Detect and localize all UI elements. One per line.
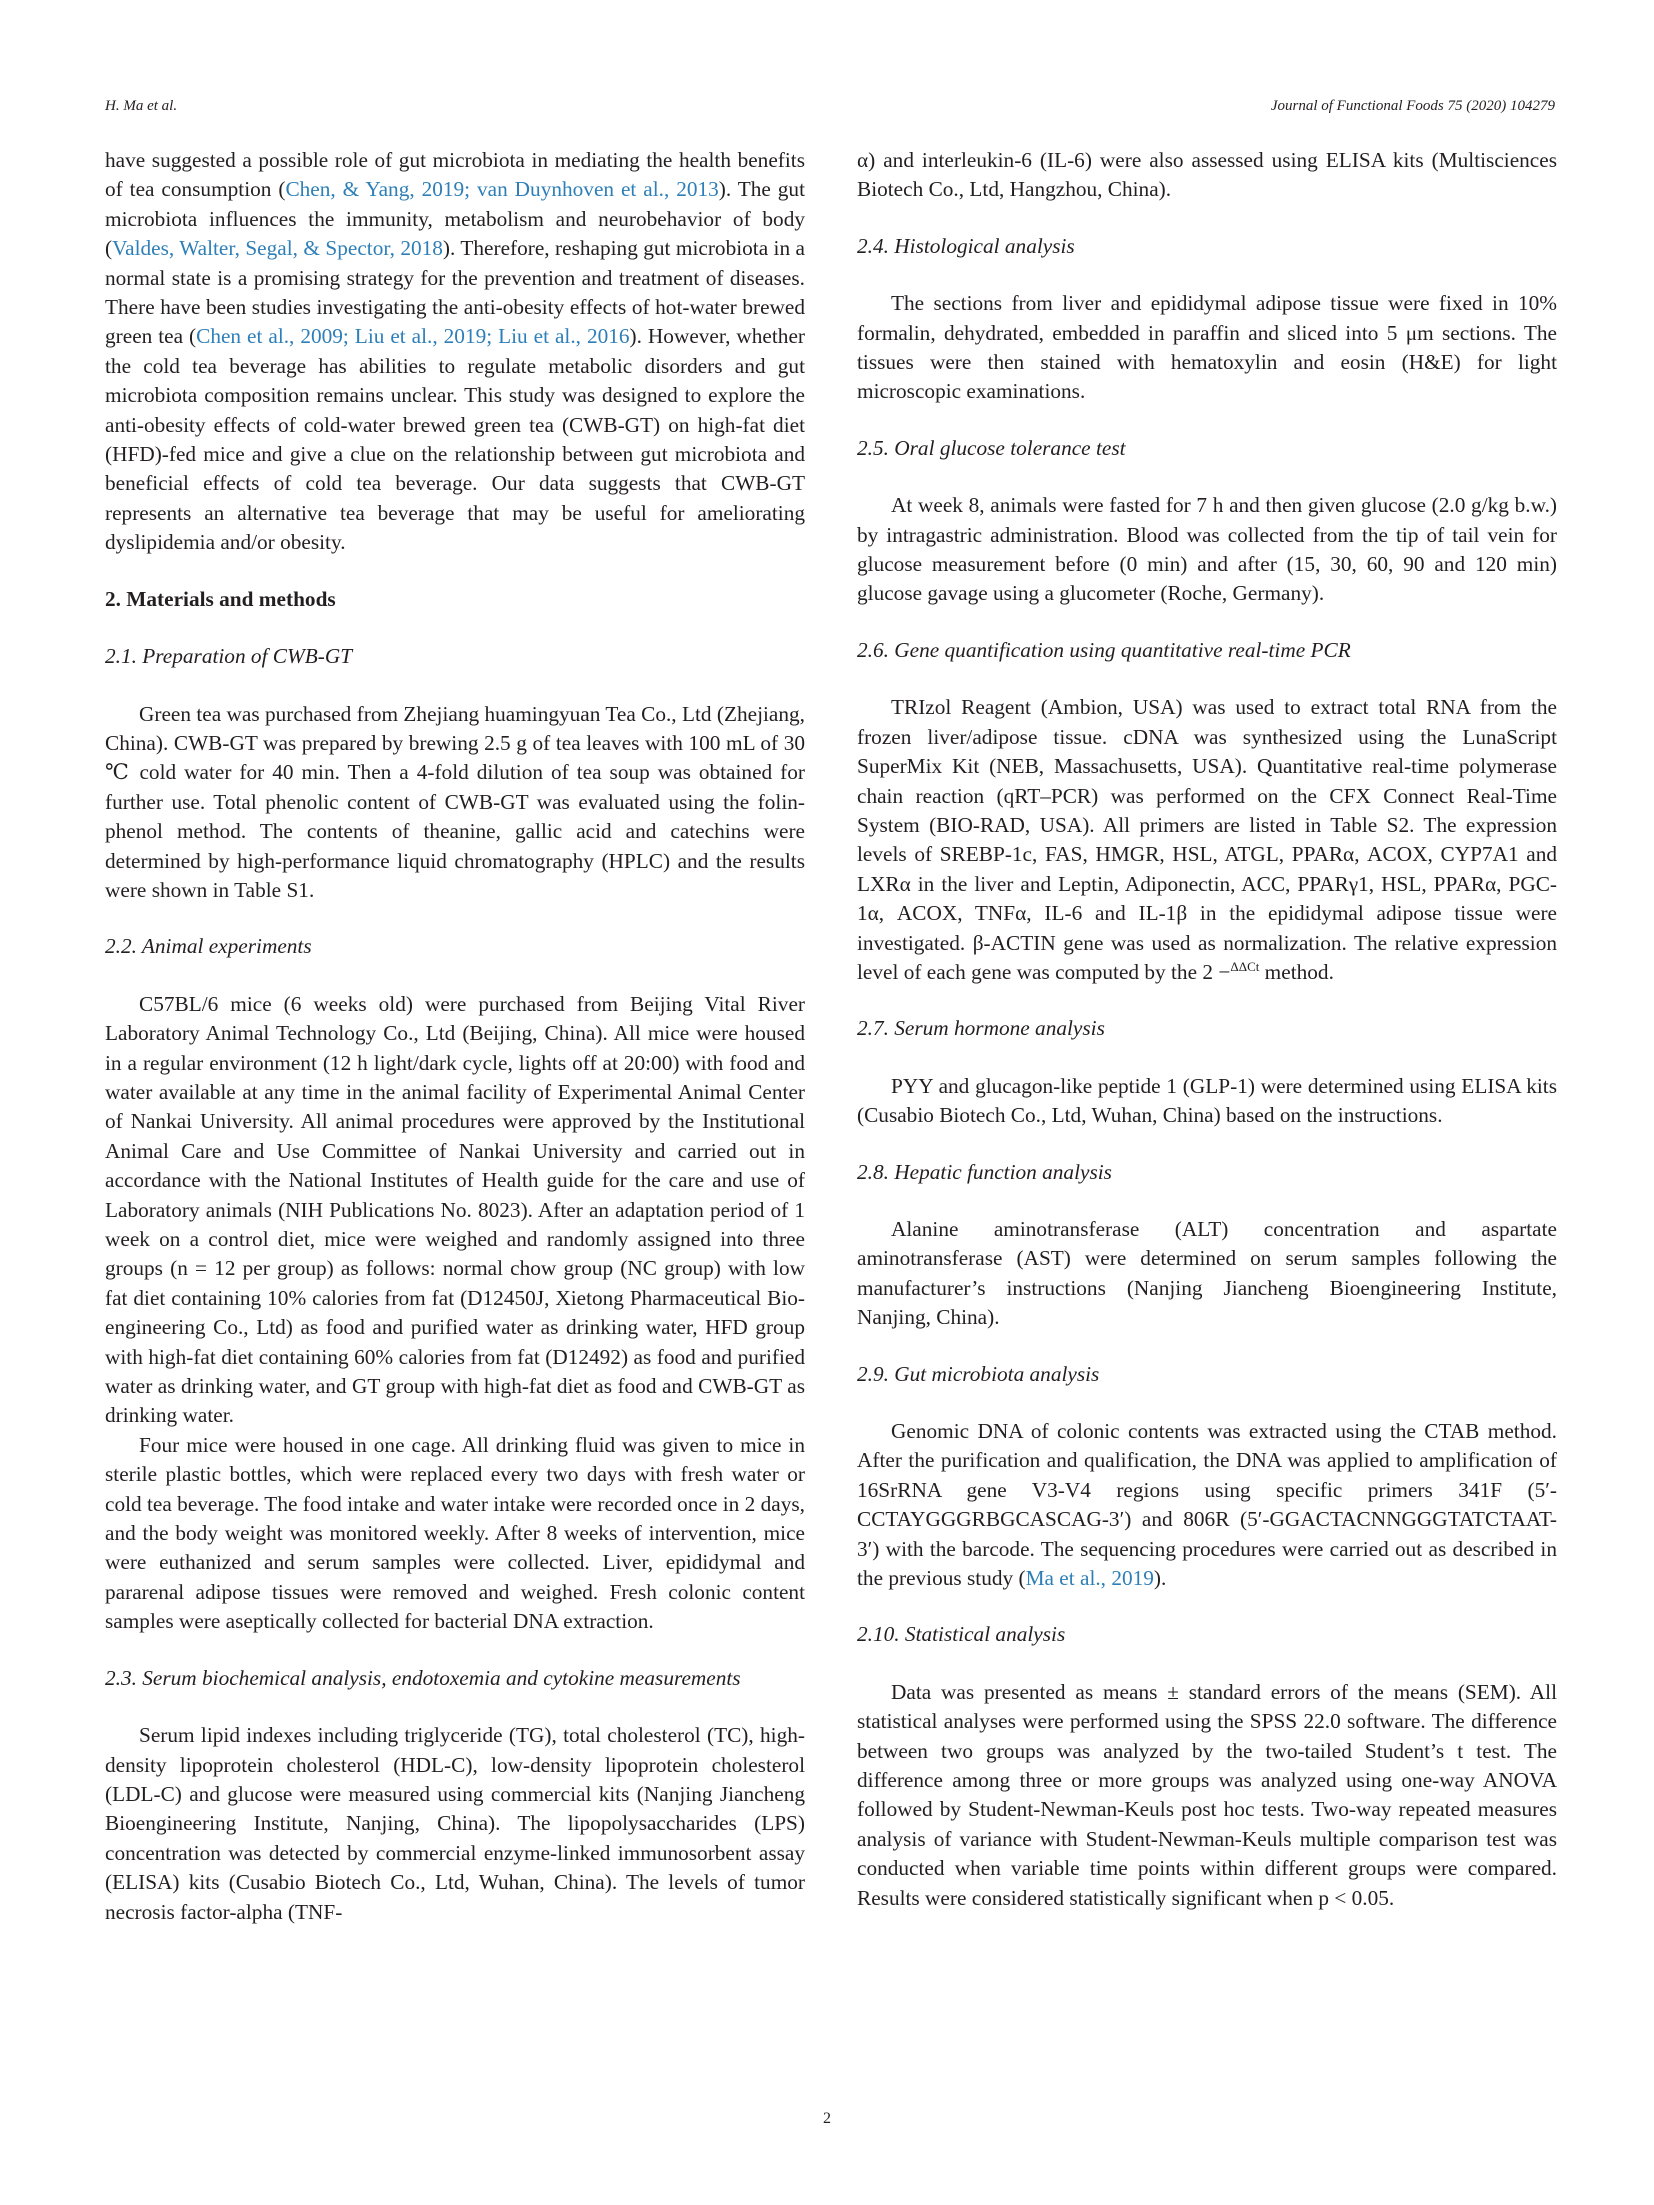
intro-paragraph: have suggested a possible role of gut microbiota in mediating the health benefits of tea consumption (Chen, & Yang, 2019; van Duynhoven et al., 2013). The gut microbiota influences the immunity, metabolism and neurobehavior of body (Valdes, Walter, Segal, & Spector, 2018). Therefore, reshaping gut microbiota in a normal state is a promising strategy for the prevention and treatment of diseases. There have been studies investigating the anti-obesity effects of hot-water brewed green tea (Chen et al., 2009; Liu et al., 2019; Liu et al., 2016). However, whether the cold tea beverage has abilities to regulate metabolic disorders and gut microbiota composition remains unclear. This study was designed to explore the anti-obesity effects of cold-water brewed green tea (CWB-GT) on high-fat diet (HFD)-fed mice and give a clue on the relationship between gut microbiota and beneficial effects of cold tea beverage. Our data suggests that CWB-GT represents an alternative tea beverage that may be useful for ameliorating dyslipidemia and/or obesity.	[105, 148, 805, 555]
paragraph-2-3: Serum lipid indexes including triglyceride (TG), total cholesterol (TC), high-density lipoprotein cholesterol (HDL-C), low-density lipoprotein cholesterol (LDL-C) and glucose were measured using commercial kits (Nanjing Jiancheng Bioengineering Institute, Nanjing, China). The lipopolysaccharides (LPS) concentration was detected by commercial enzyme-linked immunosorbent assay (ELISA) kits (Cusabio Biotech Co., Ltd, Wuhan, China). The levels of tumor necrosis factor-alpha (TNF-	[105, 1723, 805, 1924]
subsection-heading-2-5: 2.5. Oral glucose tolerance test	[857, 435, 1126, 460]
subsection-heading-2-6: 2.6. Gene quantification using quantitative real-time PCR	[857, 637, 1351, 662]
paragraph-2-2b: Four mice were housed in one cage. All drinking fluid was given to mice in sterile plastic bottles, which were replaced every two days with fresh water or cold tea beverage. The food intake and water intake were recorded once in 2 days, and the body weight was monitored weekly. After 8 weeks of intervention, mice were euthanized and serum samples were collected. Liver, epididymal and pararenal adipose tissues were removed and weighed. Fresh colonic content samples were aseptically collected for bacterial DNA extraction.	[105, 1432, 805, 1634]
citation-link[interactable]: Chen et al., 2009; Liu et al., 2019; Liu et al., 2016	[196, 324, 630, 349]
paragraph-2-9: Genomic DNA of colonic contents was extracted using the CTAB method. After the purification and qualification, the DNA was applied to amplification of 16SrRNA gene V3-V4 regions using specific primers 341F (5′-CCTAYGGGRBGCASCAG-3′) and 806R (5′-GGACTACNNGGGTATCTAAT-3′) with the barcode. The sequencing procedures were carried out as described in the previous study (Ma et al., 2019).	[857, 1419, 1557, 1591]
right-column	[857, 146, 1557, 1913]
paragraph-continuation: α) and interleukin-6 (IL-6) were also assessed using ELISA kits (Multisciences Biotech Co., Ltd, Hangzhou, China).	[857, 148, 1557, 202]
left-column	[105, 146, 805, 1927]
subsection-heading-2-8: 2.8. Hepatic function analysis	[857, 1159, 1112, 1184]
running-header-journal: Journal of Functional Foods 75 (2020) 104279	[1270, 98, 1555, 114]
paragraph-2-8: Alanine aminotransferase (ALT) concentration and aspartate aminotransferase (AST) were determined on serum samples following the manufacturer’s instructions (Nanjing Jiancheng Bioengineering Institute, Nanjing, China).	[857, 1216, 1557, 1330]
subsection-heading-2-10: 2.10. Statistical analysis	[857, 1622, 1066, 1647]
paragraph-2-1: Green tea was purchased from Zhejiang huamingyuan Tea Co., Ltd (Zhejiang, China). CWB-GT was prepared by brewing 2.5 g of tea leaves with 100 mL of 30 ℃ cold water for 40 min. Then a 4-fold dilution of tea soup was obtained for further use. Total phenolic content of CWB-GT was evaluated using the folin-phenol method. The contents of theanine, gallic acid and catechins were determined by high-performance liquid chromatography (HPLC) and the results were shown in Table S1.	[105, 701, 805, 902]
paragraph-2-10: Data was presented as means ± standard errors of the means (SEM). All statistical analyses were performed using the SPSS 22.0 software. The difference between two groups was analyzed by the two-tailed Student’s t test. The difference among three or more groups was analyzed using one-way ANOVA followed by Student-Newman-Keuls post hoc tests. Two-way repeated measures analysis of variance with Student-Newman-Keuls multiple comparison test was conducted when variable time points within different groups were compared. Results were considered statistically significant when p < 0.05.	[857, 1679, 1557, 1910]
section-heading-materials-methods: 2. Materials and methods	[105, 586, 336, 611]
subsection-heading-2-7: 2.7. Serum hormone analysis	[857, 1016, 1105, 1041]
paragraph-2-7: PYY and glucagon-like peptide 1 (GLP-1) were determined using ELISA kits (Cusabio Biotech Co., Ltd, Wuhan, China) based on the instructions.	[857, 1073, 1557, 1128]
subsection-heading-2-3: 2.3. Serum biochemical analysis, endotoxemia and cytokine measurements	[105, 1665, 741, 1690]
citation-link[interactable]: Chen, & Yang, 2019; van Duynhoven et al., 2013	[285, 177, 719, 202]
subsection-heading-2-2: 2.2. Animal experiments	[105, 934, 312, 959]
subsection-heading-2-1: 2.1. Preparation of CWB-GT	[105, 644, 353, 669]
paragraph-2-2a: C57BL/6 mice (6 weeks old) were purchased from Beijing Vital River Laboratory Animal Technology Co., Ltd (Beijing, China). All mice were housed in a regular environment (12 h light/dark cycle, lights off at 20:00) with food and water available at any time in the animal facility of Experimental Animal Center of Nankai University. All animal procedures were approved by the Institutional Animal Care and Use Committee of Nankai University and carried out in accordance with the National Institutes of Health guide for the care and use of Laboratory animals (NIH Publications No. 8023). After an adaptation period of 1 week on a control diet, mice were weighed and randomly assigned into three groups (n = 12 per group) as follows: normal chow group (NC group) with low fat diet containing 10% calories from fat (D12450J, Xietong Pharmaceutical Bio-engineering Co., Ltd) as food and purified water as drinking water, HFD group with high-fat diet containing 60% calories from fat (D12492) as food and purified water as drinking water, and GT group with high-fat diet as food and CWB-GT as drinking water.	[105, 991, 805, 1428]
page-number: 2	[823, 2110, 831, 2127]
citation-link[interactable]: Ma et al., 2019	[1025, 1566, 1154, 1591]
superscript-ddct: ΔΔCt	[1230, 958, 1260, 974]
subsection-heading-2-4: 2.4. Histological analysis	[857, 233, 1075, 258]
running-header-authors: H. Ma et al.	[105, 98, 178, 114]
citation-link[interactable]: Valdes, Walter, Segal, & Spector, 2018	[112, 236, 443, 261]
subsection-heading-2-9: 2.9. Gut microbiota analysis	[857, 1361, 1100, 1386]
paragraph-2-5: At week 8, animals were fasted for 7 h and then given glucose (2.0 g/kg b.w.) by intragastric administration. Blood was collected from the tip of tail vein for glucose measurement before (0 min) and after (15, 30, 60, 90 and 120 min) glucose gavage using a glucometer (Roche, Germany).	[857, 493, 1557, 606]
paragraph-2-6: TRIzol Reagent (Ambion, USA) was used to extract total RNA from the frozen liver/adipose tissue. cDNA was synthesized using the LunaScript SuperMix Kit (NEB, Massachusetts, USA). Quantitative real-time polymerase chain reaction (qRT–PCR) was performed on the CFX Connect Real-Time System (BIO-RAD, USA). All primers are listed in Table S2. The expression levels of SREBP-1c, FAS, HMGR, HSL, ATGL, PPARα, ACOX, CYP7A1 and LXRα in the liver and Leptin, Adiponectin, ACC, PPARγ1, HSL, PPARα, PGC-1α, ACOX, TNFα, IL-6 and IL-1β in the epididymal adipose tissue were investigated. β-ACTIN gene was used as normalization. The relative expression level of each gene was computed by the 2 −$^{\Delta\Delta Ct}$ method.	[857, 695, 1557, 984]
paragraph-2-4: The sections from liver and epididymal adipose tissue were fixed in 10% formalin, dehydrated, embedded in paraffin and sliced into 5 μm sections. The tissues were then stained with hematoxylin and eosin (H&E) for light microscopic examinations.	[857, 291, 1557, 404]
